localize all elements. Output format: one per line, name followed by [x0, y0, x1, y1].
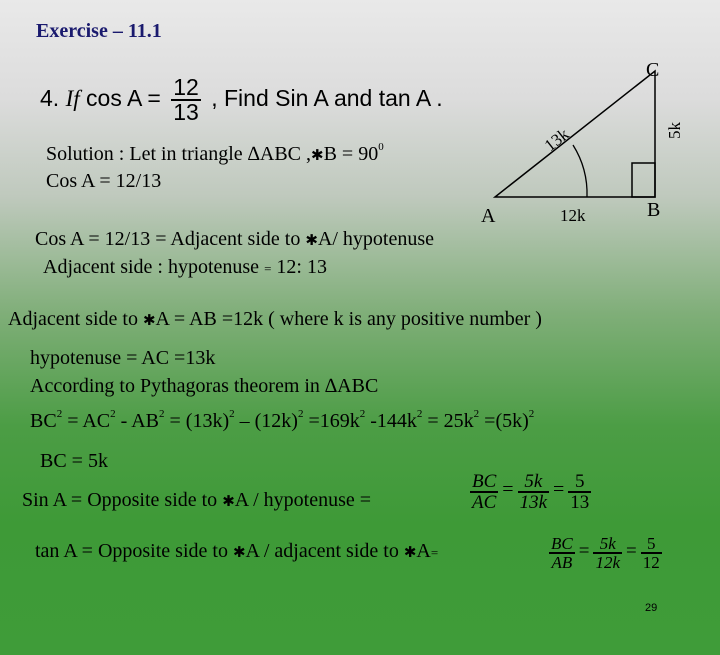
- frac-den: 13k: [519, 492, 547, 513]
- angle-icon: ✱: [305, 233, 318, 249]
- side-label: 5k: [665, 122, 684, 139]
- tan-fraction-bc-ab: [549, 535, 575, 571]
- cos-line: Cos A = 12/13: [46, 170, 162, 192]
- adjacent-text: Adjacent side to: [8, 308, 143, 330]
- cos-adj-text-b: A/ hypotenuse: [317, 228, 435, 250]
- hypotenuse-label: 13k: [540, 124, 573, 156]
- question-number: 4.: [40, 85, 60, 112]
- eq-part: – (12k): [234, 410, 298, 432]
- slide-title: Exercise – 11.1: [36, 20, 162, 42]
- eq-part: - AB: [115, 410, 159, 432]
- question-if: If: [65, 86, 80, 112]
- triangle-shape: [495, 71, 655, 197]
- tan-line: [35, 540, 438, 563]
- sin-line: [22, 489, 371, 512]
- cos-adj-text: Cos A = 12/13 = Adjacent side to: [35, 228, 306, 250]
- frac-num: 5: [568, 472, 591, 493]
- tan-fraction-5-12: [641, 535, 662, 571]
- frac-num: 5k: [593, 535, 622, 554]
- question: [40, 76, 443, 124]
- eq-part: = (13k): [164, 410, 230, 432]
- tan-text-b: A / adjacent side to: [245, 540, 404, 562]
- ratio-line: [43, 256, 327, 279]
- ratio-text: Adjacent side : hypotenuse: [43, 256, 265, 278]
- cos-adjacent-line: [35, 228, 434, 251]
- right-triangle-diagram: [480, 55, 690, 225]
- square-sup: 2: [359, 408, 366, 420]
- square-sup: 2: [159, 408, 165, 420]
- frac-den: 12k: [595, 553, 620, 572]
- eq-part: = 25k: [422, 410, 474, 432]
- question-fraction: [171, 76, 201, 124]
- solution-line: [46, 143, 384, 166]
- vertex-c-label: C: [646, 59, 660, 81]
- base-label: 12k: [560, 206, 586, 225]
- eq-part: = AC: [62, 410, 111, 432]
- angle-icon: ✱: [222, 494, 235, 510]
- tan-fractions: [545, 535, 666, 571]
- square-sup: 2: [473, 408, 480, 420]
- sin-fraction-5-13: [568, 472, 591, 512]
- frac-den: 12: [642, 553, 660, 572]
- square-sup: 2: [56, 408, 63, 420]
- fraction-numerator: 12: [173, 74, 199, 100]
- angle-icon: ✱: [311, 148, 324, 164]
- fraction-denominator: 13: [173, 99, 199, 125]
- vertex-a-label: A: [481, 205, 496, 227]
- eq-part: BC: [30, 410, 57, 432]
- right-angle-marker: [632, 163, 655, 197]
- ratio-value: 12: 13: [271, 256, 327, 278]
- bc-result: BC = 5k: [40, 450, 108, 472]
- eq-part: =(5k): [479, 410, 529, 432]
- question-cos: cos A =: [86, 85, 161, 112]
- square-sup: 2: [416, 408, 423, 420]
- adjacent-side-line: [8, 308, 542, 331]
- tan-text: tan A = Opposite side to: [35, 540, 233, 562]
- degree-superscript: 0: [378, 141, 384, 153]
- solution-angle-b: B = 90: [323, 143, 379, 165]
- equals-sign: =: [626, 540, 637, 562]
- bc-squared-equation: [30, 410, 534, 433]
- sin-fraction-5k-13k: [518, 472, 549, 512]
- pythagoras-line: According to Pythagoras theorem in ∆ABC: [30, 375, 379, 397]
- vertex-b-label: B: [647, 199, 661, 221]
- square-sup: 2: [110, 408, 116, 420]
- sin-fraction-bc-ac: [470, 472, 498, 512]
- solution-text: Solution : Let in triangle ∆ABC ,: [46, 143, 311, 165]
- frac-num: 5: [641, 535, 662, 554]
- angle-a-arc: [573, 145, 587, 197]
- eq-part: =169k: [303, 410, 360, 432]
- frac-den: 13: [570, 492, 590, 513]
- adjacent-text-b: A = AB =12k ( where k is any positive number ): [155, 308, 542, 330]
- hypotenuse-line: hypotenuse = AC =13k: [30, 347, 216, 369]
- frac-den: AB: [551, 553, 573, 572]
- tan-text-c: A: [416, 540, 431, 562]
- sin-text: Sin A = Opposite side to: [22, 489, 223, 511]
- square-sup: 2: [229, 408, 235, 420]
- angle-icon: ✱: [232, 545, 246, 561]
- angle-icon: ✱: [403, 545, 417, 561]
- equals-sign: =: [578, 540, 590, 562]
- frac-num: BC: [472, 471, 497, 492]
- eq-part: -144k: [365, 410, 417, 432]
- angle-icon: ✱: [142, 313, 156, 329]
- equals-sign: =: [502, 478, 514, 501]
- sin-fractions: [466, 472, 595, 512]
- square-sup: 2: [528, 408, 535, 420]
- equals-sign: =: [553, 478, 565, 501]
- sin-text-b: A / hypotenuse =: [234, 489, 372, 511]
- square-sup: 2: [297, 408, 304, 420]
- page-number: 29: [645, 602, 658, 614]
- question-rest: , Find Sin A and tan A .: [211, 85, 443, 112]
- ratio-equals: =: [264, 261, 272, 276]
- equals-sign: =: [430, 545, 439, 560]
- frac-num: BC: [551, 534, 573, 553]
- frac-num: 5k: [518, 472, 549, 493]
- tan-fraction-5k-12k: [593, 535, 622, 571]
- frac-den: AC: [472, 492, 497, 513]
